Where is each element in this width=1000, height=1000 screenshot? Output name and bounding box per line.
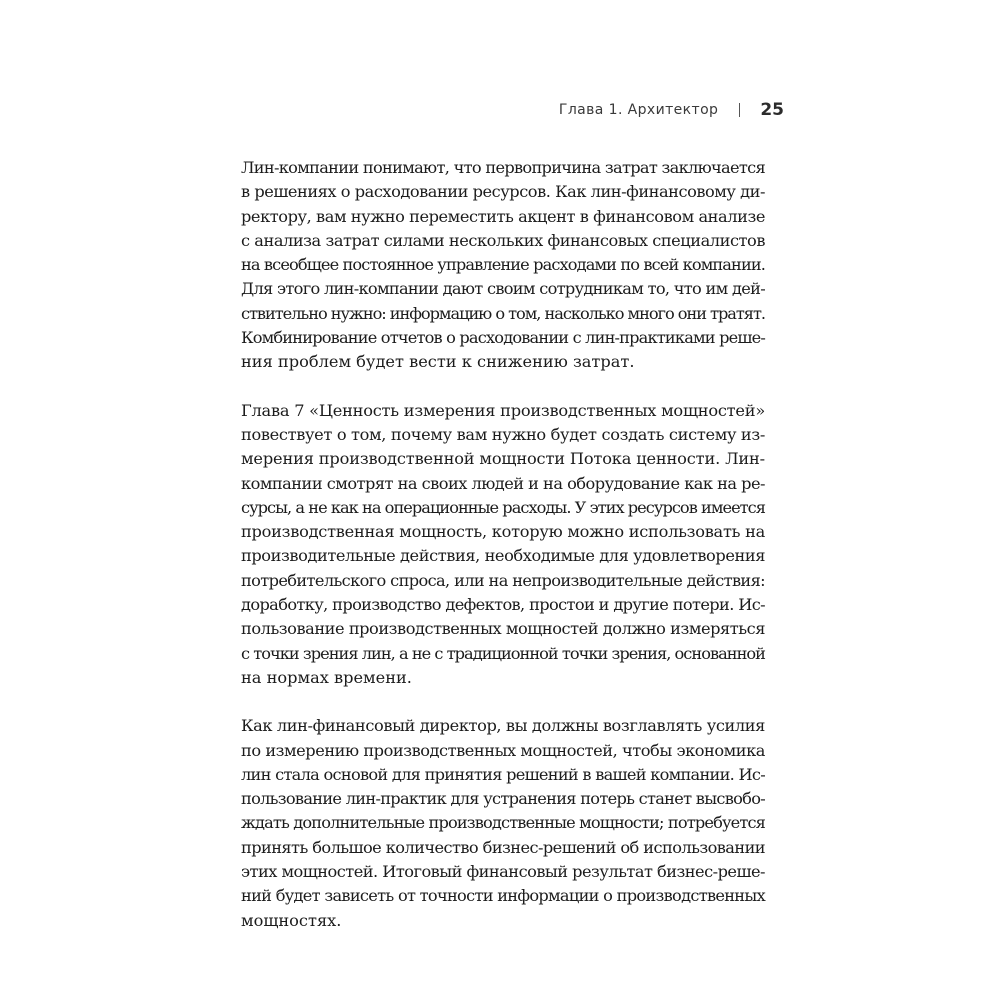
text-line: производственная мощность, которую можно использовать на [241, 522, 766, 542]
page-body [241, 156, 765, 933]
text-line: с анализа затрат силами нескольких финансовых специалистов [241, 230, 765, 250]
text-line: Для этого лин-компании дают своим сотрудникам то, что им дей- [241, 279, 765, 299]
text-line: повествует о том, почему вам нужно будет создать систему из- [241, 424, 765, 444]
text-line: с точки зрения лин, а не с традиционной точки зрения, основанной [241, 643, 765, 663]
text-line: ния проблем будет вести к снижению затрат. [241, 352, 635, 372]
paragraph-gap [241, 375, 765, 399]
chapter-title: Глава 1. Архитектор [558, 102, 719, 118]
text-line: Глава 7 «Ценность измерения производственных мощностей» [241, 400, 765, 420]
text-line: производительные действия, необходимые для удовлетворения [241, 546, 765, 566]
text-line: Комбинирование отчетов о расходовании с лин-практиками реше- [241, 328, 765, 348]
header-divider [739, 103, 740, 117]
text-line: Как лин-финансовый директор, вы должны возглавлять усилия [241, 716, 765, 736]
text-line: на нормах времени. [241, 667, 412, 687]
page-number: 25 [760, 100, 784, 120]
text-line: пользование производственных мощностей должно измеряться [241, 619, 766, 639]
text-line: пользование лин-практик для устранения потерь станет высвобо- [241, 789, 765, 809]
text-line: принять большое количество бизнес-решений об использовании [241, 837, 765, 857]
text-line: доработку, производство дефектов, простои и другие потери. Ис- [241, 595, 765, 615]
text-line: ствительно нужно: информацию о том, насколько много они тратят. [241, 303, 765, 323]
text-line: по измерению производственных мощностей, чтобы экономика [241, 740, 765, 760]
text-line: на всеобщее постоянное управление расходами по всей компании. [241, 255, 766, 275]
text-line: ректору, вам нужно переместить акцент в финансовом анализе [241, 206, 765, 226]
text-line: Лин-компании понимают, что первопричина затрат заключается [241, 158, 766, 177]
text-line: ний будет зависеть от точности информации о производственных [241, 886, 765, 906]
paragraph-2 [241, 399, 765, 691]
paragraph-3 [241, 714, 765, 933]
paragraph-gap [241, 690, 765, 714]
text-line: мерения производственной мощности Потока ценности. Лин- [241, 449, 765, 469]
text-line: этих мощностей. Итоговый финансовый результат бизнес-реше- [241, 862, 765, 882]
text-line: ждать дополнительные производственные мощности; потребуется [241, 813, 765, 833]
text-line: потребительского спроса, или на непроизводительные действия: [241, 570, 765, 590]
text-line: мощностях. [241, 910, 342, 930]
text-line: сурсы, а не как на операционные расходы. У этих ресурсов имеется [241, 497, 765, 517]
text-line: лин стала основой для принятия решений в вашей компании. Ис- [241, 764, 765, 784]
text-line: компании смотрят на своих людей и на оборудование как на ре- [241, 473, 766, 493]
running-header [559, 100, 784, 120]
text-line: в решениях о расходовании ресурсов. Как лин-финансовому ди- [241, 182, 765, 202]
paragraph-1 [241, 156, 765, 375]
